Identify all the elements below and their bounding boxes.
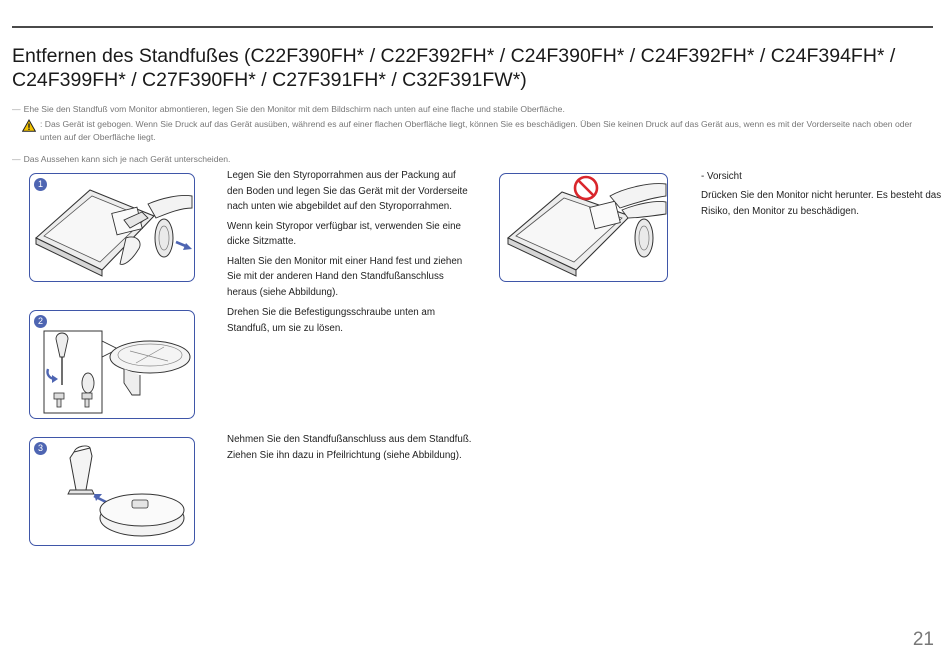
stand-separation-illustration [30, 438, 194, 545]
warning-triangle-icon [22, 119, 36, 132]
step-2-text [227, 305, 472, 340]
step-3-illustration [29, 437, 195, 546]
step-3-text [227, 432, 472, 467]
note-appearance-text: Das Aussehen kann sich je nach Gerät unterscheiden. [23, 154, 231, 164]
caution-text: Drücken Sie den Monitor nicht herunter. Es besteht das Risiko, den Monitor zu beschädigen. [701, 190, 942, 217]
no-pressing-illustration [500, 174, 667, 281]
step-badge: 1 [34, 178, 47, 191]
note-dash: — [12, 104, 21, 114]
note-intro [12, 103, 565, 116]
note-dash: — [12, 154, 21, 164]
step-paragraph: Legen Sie den Styroporrahmen aus der Packung auf den Boden und legen Sie das Gerät mit der Vorderseite nach unten wie abgebildet auf den Styroporrahmen. [227, 170, 468, 212]
step-badge: 2 [34, 315, 47, 328]
step-paragraph: Halten Sie den Monitor mit einer Hand fest und ziehen Sie mit der anderen Hand den Standfußanschluss heraus (siehe Abbildung). [227, 255, 463, 298]
step-paragraph: Drehen Sie die Befestigungsschraube unten am Standfuß, um sie zu lösen. [227, 307, 436, 334]
step-paragraph: Wenn kein Styropor verfügbar ist, verwenden Sie eine dicke Sitzmatte. [227, 220, 461, 247]
prohibition-icon [575, 177, 597, 199]
step-badge: 3 [34, 442, 47, 455]
caution-title: - Vorsicht [701, 171, 742, 182]
step-1-text [227, 168, 472, 304]
note-appearance [12, 153, 230, 166]
caution-illustration [499, 173, 668, 282]
step-1-illustration [29, 173, 195, 282]
monitor-on-foam-illustration [30, 174, 194, 281]
page-title: Entfernen des Standfußes (C22F390FH* / C22F392FH* / C24F390FH* / C24F392FH* / C24F394FH* / C24F399FH* / C27F390FH* / C27F391FH* / C32F391FW*) [12, 45, 896, 91]
note-warning: : Das Gerät ist gebogen. Wenn Sie Druck auf das Gerät ausüben, während es auf einer flachen Oberfläche liegt, können Sie es beschädigen. Üben Sie keinen Druck auf das Gerät aus, wenn es mit der Vorderseite nach oben oder unten auf der Oberfläche liegt. [40, 119, 913, 142]
step-paragraph: Nehmen Sie den Standfußanschluss aus dem Standfuß. Ziehen Sie ihn dazu in Pfeilrichtung (siehe Abbildung). [227, 434, 472, 461]
note-intro-text: Ehe Sie den Standfuß vom Monitor abmontieren, legen Sie den Monitor mit dem Bildschirm nach unten auf eine flache und stabile Oberfläche. [23, 104, 565, 114]
step-2-illustration [29, 310, 195, 419]
page-number: 21 [912, 629, 934, 650]
screw-loosen-illustration [30, 311, 194, 418]
top-rule [12, 26, 933, 28]
